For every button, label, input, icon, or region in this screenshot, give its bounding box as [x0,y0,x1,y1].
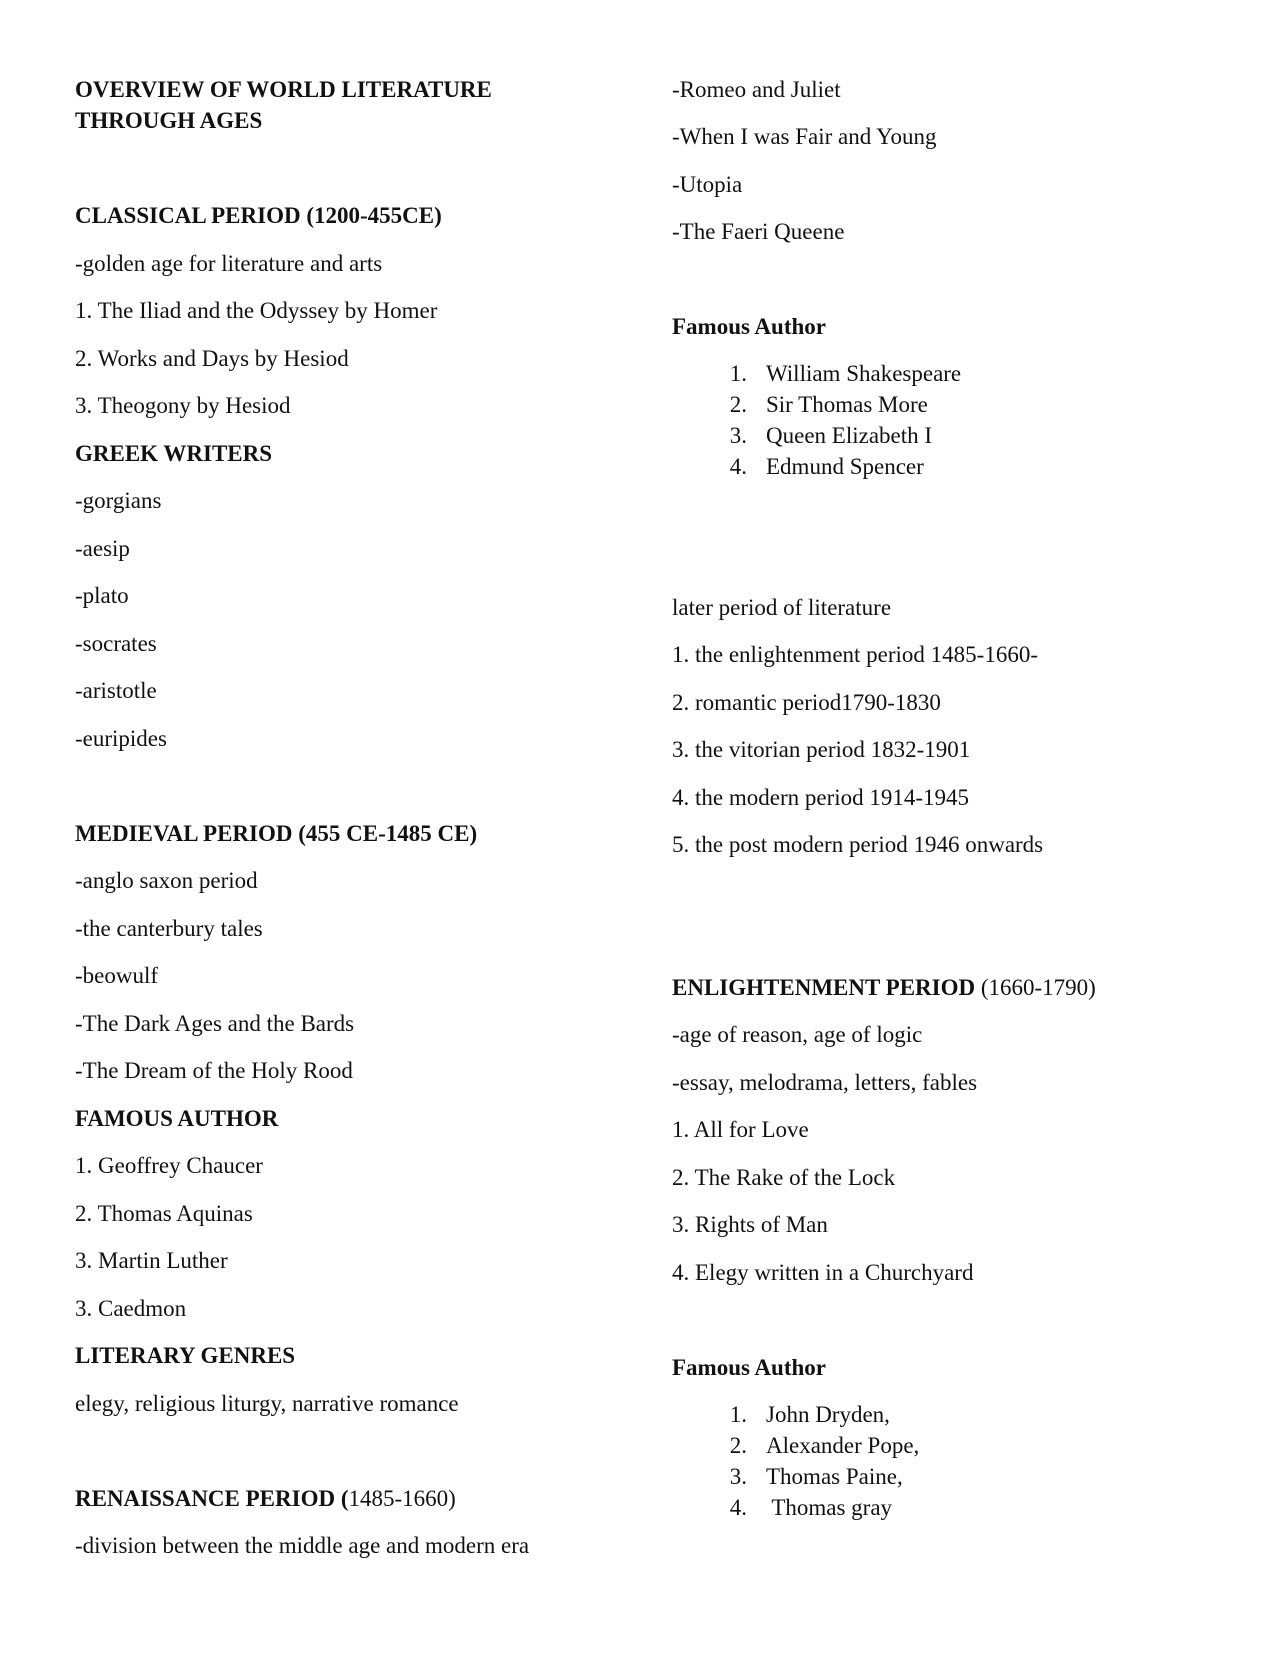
renaissance-heading-dates: 1485-1660) [348,1486,456,1511]
enlightenment-item: -essay, melodrama, letters, fables [672,1070,978,1095]
greek-writer: -aristotle [75,678,157,703]
renaissance-famous-author-heading: Famous Author [672,314,826,339]
document-title-line-2: THROUGH AGES [75,108,263,133]
greek-writer: -euripides [75,726,167,751]
medieval-author: 2. Thomas Aquinas [75,1201,253,1226]
medieval-author: 1. Geoffrey Chaucer [75,1153,263,1178]
literary-genres-heading: LITERARY GENRES [75,1343,296,1368]
enlightenment-heading-title: ENLIGHTENMENT PERIOD [672,975,976,1000]
enlightenment-work: 4. Elegy written in a Churchyard [672,1260,974,1285]
enlightenment-work: 2. The Rake of the Lock [672,1165,896,1190]
renaissance-description: -division between the middle age and modern era [75,1533,530,1558]
greek-writer: -aesip [75,536,130,561]
medieval-author: 3. Caedmon [75,1296,187,1321]
enlightenment-author: 4. Thomas gray [729,1495,893,1520]
enlightenment-author: 2. Alexander Pope, [729,1433,920,1458]
renaissance-work: -Utopia [672,172,743,197]
later-periods-heading: later period of literature [672,595,892,620]
renaissance-work: -Romeo and Juliet [672,77,841,102]
renaissance-author: 1. William Shakespeare [729,361,962,386]
greek-writer: -plato [75,583,129,608]
medieval-famous-author-heading: FAMOUS AUTHOR [75,1106,279,1131]
medieval-item: -anglo saxon period [75,868,258,893]
classical-description: -golden age for literature and arts [75,251,383,276]
enlightenment-author: 1. John Dryden, [729,1402,890,1427]
later-period-item: 5. the post modern period 1946 onwards [672,832,1044,857]
medieval-item: -The Dark Ages and the Bards [75,1011,355,1036]
renaissance-heading-title: RENAISSANCE PERIOD ( [75,1486,349,1511]
greek-writer: -socrates [75,631,157,656]
enlightenment-item: -age of reason, age of logic [672,1022,923,1047]
renaissance-author: 3. Queen Elizabeth I [729,423,933,448]
greek-writer: -gorgians [75,488,162,513]
greek-writers-heading: GREEK WRITERS [75,441,273,466]
enlightenment-heading [672,973,1096,1003]
later-period-item: 4. the modern period 1914-1945 [672,785,970,810]
classical-work: 3. Theogony by Hesiod [75,393,291,418]
document-title-line-1: OVERVIEW OF WORLD LITERATURE [75,77,492,102]
classical-work: 1. The Iliad and the Odyssey by Homer [75,298,438,323]
enlightenment-heading-dates: (1660-1790) [975,975,1096,1000]
renaissance-heading [75,1484,456,1514]
renaissance-work: -When I was Fair and Young [672,124,937,149]
enlightenment-work: 1. All for Love [672,1117,809,1142]
medieval-item: -The Dream of the Holy Rood [75,1058,353,1083]
enlightenment-work: 3. Rights of Man [672,1212,828,1237]
classical-work: 2. Works and Days by Hesiod [75,346,349,371]
classical-heading: CLASSICAL PERIOD (1200-455CE) [75,203,442,228]
medieval-item: -beowulf [75,963,159,988]
renaissance-author: 4. Edmund Spencer [729,454,924,479]
renaissance-work: -The Faeri Queene [672,219,845,244]
medieval-author: 3. Martin Luther [75,1248,228,1273]
enlightenment-author: 3. Thomas Paine, [729,1464,903,1489]
later-period-item: 1. the enlightenment period 1485-1660- [672,642,1039,667]
later-period-item: 2. romantic period1790-1830 [672,690,941,715]
literary-genres-text: elegy, religious liturgy, narrative romance [75,1391,459,1416]
medieval-heading: MEDIEVAL PERIOD (455 CE-1485 CE) [75,821,478,846]
renaissance-author: 2. Sir Thomas More [729,392,928,417]
later-period-item: 3. the vitorian period 1832-1901 [672,737,971,762]
enlightenment-famous-author-heading: Famous Author [672,1355,826,1380]
medieval-item: -the canterbury tales [75,916,263,941]
